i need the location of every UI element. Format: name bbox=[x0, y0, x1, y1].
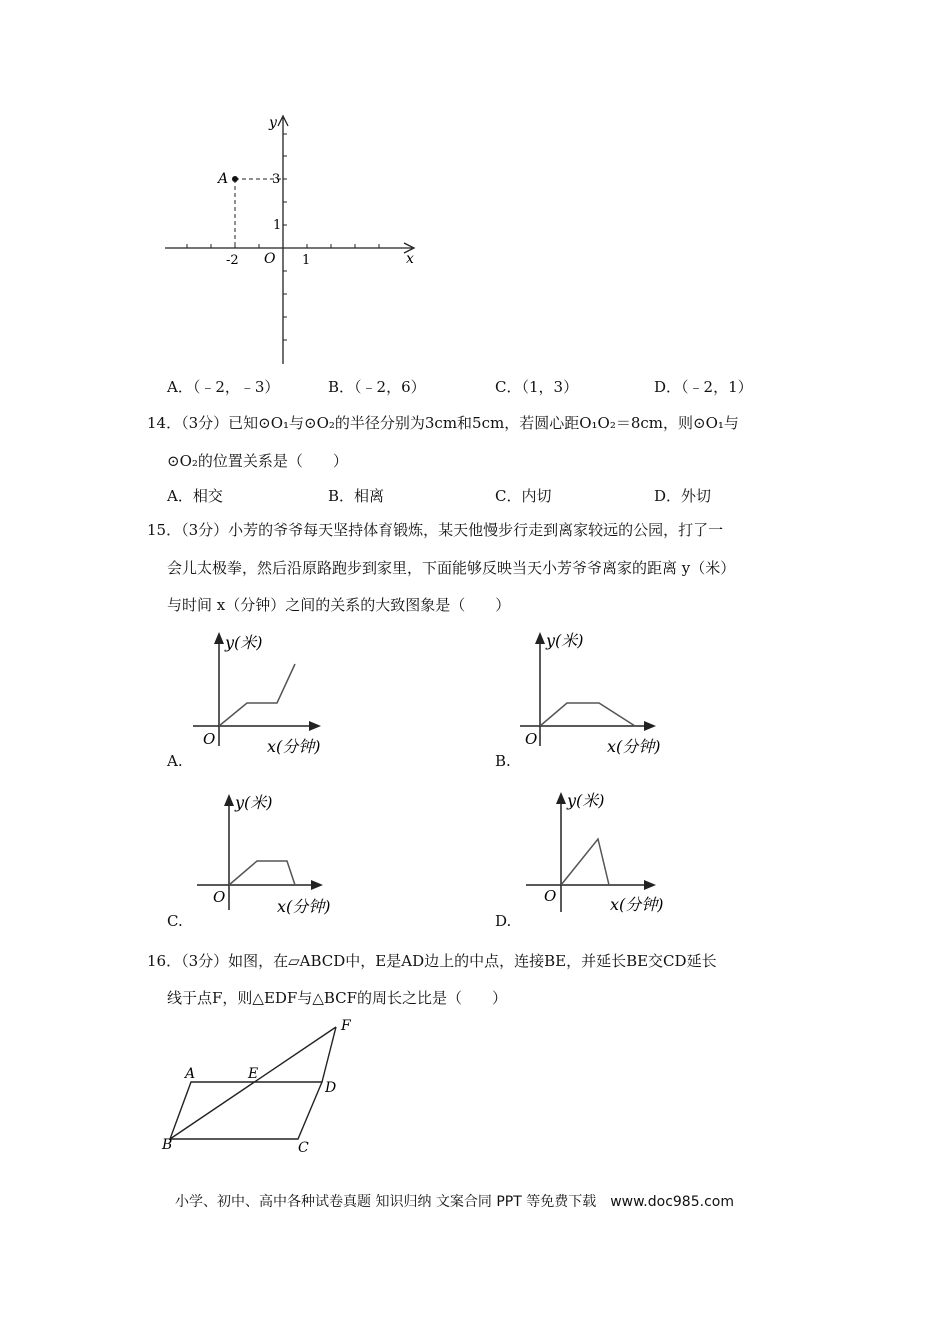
option-text: 外切 bbox=[681, 487, 712, 505]
x-axis-label: x(分钟) bbox=[607, 737, 661, 756]
point-e-label: E bbox=[248, 1066, 259, 1082]
option-letter: D． bbox=[654, 378, 682, 396]
option-letter: A． bbox=[167, 378, 193, 396]
option-letter: A． bbox=[167, 487, 193, 505]
point-a-label: A bbox=[218, 171, 229, 187]
q14-option-a bbox=[167, 486, 223, 506]
origin-label: O bbox=[213, 888, 226, 906]
option-letter: D． bbox=[654, 487, 682, 505]
option-text: 相离 bbox=[354, 487, 385, 505]
q15-option-a: A. bbox=[167, 752, 183, 770]
page-footer: 小学、初中、高中各种试卷真题 知识归纳 文案合同 PPT 等免费下载 www.doc985.com bbox=[175, 1194, 734, 1210]
q13-option-b bbox=[328, 377, 426, 397]
origin-label: O bbox=[525, 730, 538, 748]
point-c-label: C bbox=[298, 1140, 309, 1156]
q13-option-a bbox=[167, 377, 279, 397]
option-letter: B． bbox=[328, 378, 355, 396]
q13-option-c bbox=[495, 377, 578, 397]
q15-graph-a bbox=[185, 628, 345, 758]
q16-line1: 16．（3分）如图，在▱ABCD中，E是AD边上的中点，连接BE，并延长BE交CD延长 bbox=[147, 952, 717, 970]
x-axis-label: x bbox=[406, 251, 414, 267]
q15-line2: 会儿太极拳，然后沿原路跑步到家里，下面能够反映当天小芳爷爷离家的距离 y（米） bbox=[167, 559, 736, 577]
y-axis-label: y(米) bbox=[225, 633, 263, 652]
point-d-label: D bbox=[325, 1080, 337, 1096]
y-axis-label: y(米) bbox=[235, 793, 273, 812]
q13-coordinate-graph bbox=[160, 108, 430, 370]
y-axis-label: y bbox=[269, 115, 277, 131]
q15-graph-c bbox=[193, 788, 353, 918]
tick-label-x1: 1 bbox=[302, 253, 311, 268]
q15-option-c: C. bbox=[167, 912, 183, 930]
q14-option-d bbox=[654, 486, 711, 506]
option-letter: C． bbox=[495, 487, 522, 505]
point-a-label: A bbox=[185, 1066, 196, 1082]
q14-option-c bbox=[495, 486, 552, 506]
x-axis-label: x(分钟) bbox=[610, 895, 664, 914]
y-axis-label: y(米) bbox=[546, 631, 584, 650]
point-a-dot bbox=[232, 176, 238, 182]
option-text: 相交 bbox=[192, 487, 223, 505]
q13-option-d bbox=[654, 377, 753, 397]
origin-label: O bbox=[264, 251, 276, 267]
x-axis-label: x(分钟) bbox=[277, 897, 331, 916]
option-text: （1，3） bbox=[521, 378, 579, 396]
y-axis-label: y(米) bbox=[567, 791, 605, 810]
q15-line3: 与时间 x（分钟）之间的关系的大致图象是（ ） bbox=[167, 596, 511, 614]
option-letter: C． bbox=[495, 378, 522, 396]
tick-label-y1: 1 bbox=[273, 218, 282, 233]
x-axis-label: x(分钟) bbox=[267, 737, 321, 756]
q15-option-d: D. bbox=[495, 912, 512, 930]
option-text: （﹣2，6） bbox=[354, 378, 426, 396]
origin-label: O bbox=[544, 887, 557, 905]
point-b-label: B bbox=[162, 1137, 173, 1153]
tick-label-neg2: -2 bbox=[226, 253, 239, 268]
option-text: 内切 bbox=[521, 487, 552, 505]
q16-line2: 线于点F，则△EDF与△BCF的周长之比是（ ） bbox=[167, 989, 508, 1007]
option-text: （﹣2，1） bbox=[681, 378, 753, 396]
q15-graph-d bbox=[524, 788, 684, 918]
q14-line2: ⊙O₂的位置关系是（ ） bbox=[167, 452, 348, 470]
tick-label-y3: 3 bbox=[272, 172, 281, 187]
q14-line1: 14．（3分）已知⊙O₁与⊙O₂的半径分别为3cm和5cm，若圆心距O₁O₂＝8cm，则⊙O₁与 bbox=[147, 414, 739, 432]
q14-option-b bbox=[328, 486, 384, 506]
point-f-label: F bbox=[341, 1018, 351, 1034]
q15-line1: 15．（3分）小芳的爷爷每天坚持体育锻炼，某天他慢步行走到离家较远的公园，打了一 bbox=[147, 521, 724, 539]
q15-option-b: B. bbox=[495, 752, 511, 770]
option-letter: B． bbox=[328, 487, 355, 505]
q16-parallelogram-figure bbox=[158, 1012, 368, 1157]
q15-graph-b bbox=[515, 628, 675, 758]
option-text: （﹣2，﹣3） bbox=[192, 378, 280, 396]
origin-label: O bbox=[203, 730, 216, 748]
